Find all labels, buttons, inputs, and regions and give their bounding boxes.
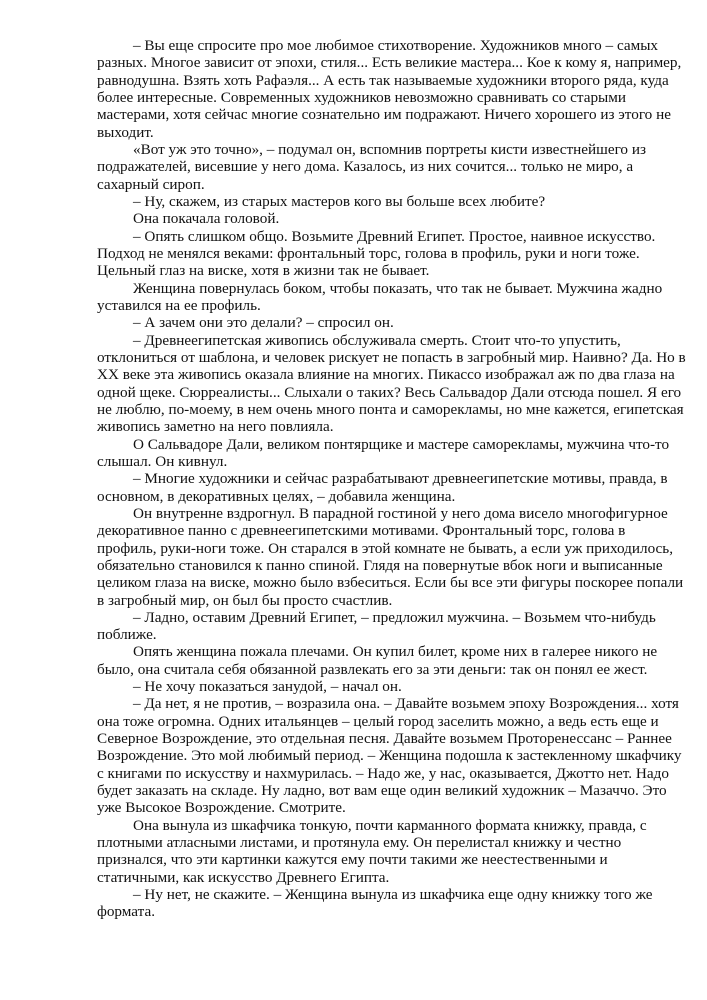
paragraph (97, 141, 657, 193)
text-line: сахарный сироп. (97, 175, 205, 193)
text-line: уже Высокое Возрождение. Смотрите. (97, 799, 346, 817)
text-line: декоративное панно с древнеегипетскими мотивами. Фронтальный торс, голова в (97, 522, 626, 540)
paragraph (97, 504, 684, 609)
text-line: – А зачем они это делали? – спросил он. (133, 314, 394, 332)
text-line: с книгами по искусству и нахмурилась. – Надо же, у нас, оказывается, Джотто нет. Надо (97, 764, 669, 782)
text-line: разных. Многое зависит от эпохи, стиля... Есть великие мастера... Кое к кому я, например, (97, 54, 682, 72)
text-line: отклониться от шаблона, и человек рискует не попасть в загробный мир. Наивно? Да. Но в (97, 348, 686, 366)
text-line: Она вынула из шкафчика тонкую, почти карманного формата книжку, правда, с (133, 816, 647, 834)
paragraph (97, 643, 657, 678)
paragraph (97, 609, 657, 644)
paragraph (97, 314, 657, 331)
text-line: – Да нет, я не против, – возразила она. – Давайте возьмем эпоху Возрождения... хотя (133, 695, 679, 713)
text-line: – Ну нет, не скажите. – Женщина вынула из шкафчика еще одну книжку того же (133, 886, 653, 904)
text-line: Цельный глаз на виске, хотя в жизни так не бывает. (97, 262, 430, 280)
text-line: – Вы еще спросите про мое любимое стихотворение. Художников много – самых (133, 37, 659, 54)
text-line: – Не хочу показаться занудой, – начал он. (133, 678, 402, 696)
text-line: в загробный мир, он был бы просто счастлив. (97, 591, 393, 609)
text-line: – Многие художники и сейчас разрабатывают древнеегипетские мотивы, правда, в (133, 470, 668, 488)
paragraph (97, 695, 682, 817)
text-line: признался, что эти картинки кажутся ему почти такими же неестественными и (97, 851, 608, 869)
text-line: основном, в декоративных целях, – добавила женщина. (97, 487, 456, 505)
text-line: живопись заметно на него повлияла. (97, 418, 334, 436)
paragraph (97, 435, 670, 471)
text-line: было, она считала себя обязанной развлекать его за эти деньги: так он понял ее жест. (97, 660, 648, 678)
text-line: равнодушна. Взять хоть Рафаэля... А есть так называемые художники второго ряда, куда (97, 71, 669, 89)
text-line: слышал. Он кивнул. (97, 452, 228, 470)
text-line: поближе. (97, 626, 157, 644)
text-line: «Вот уж это точно», – подумал он, вспомнив портреты кисти известнейшего из (133, 140, 646, 158)
text-line: профиль, руки-ноги тоже. Он старался в этой комнате не бывать, а если уж приходилось, (97, 539, 674, 557)
paragraph (97, 470, 668, 505)
paragraph (97, 37, 682, 141)
paragraph (97, 279, 663, 315)
text-line: XX веке эта живопись оказала влияние на многих. Пикассо изображал аж по два глаза на (97, 366, 675, 384)
paragraph (97, 193, 657, 210)
text-line: одной щеке. Сюрреалисты... Слыхали о таких? Весь Сальвадор Дали отсюда пошел. Я его (97, 383, 682, 401)
text-line: статичными, как искусство Древнего Египта. (97, 868, 390, 886)
text-line: Он внутренне вздрогнул. В парадной гостиной у него дома висело многофигурное (133, 504, 668, 522)
text-line: О Сальвадоре Дали, великом понтярщике и мастере саморекламы, мужчина что-то (133, 435, 670, 453)
text-line: Она покачала головой. (133, 210, 280, 228)
text-line: целиком глаза на виске, можно было взбеситься. Если бы все эти фигуры поскорее попали (97, 574, 684, 592)
text-line: уставился на ее профиль. (97, 296, 261, 314)
text-line: формата. (97, 903, 156, 921)
paragraph (97, 817, 657, 886)
text-line: – Ну, скажем, из старых мастеров кого вы больше всех любите? (133, 192, 546, 210)
text-line: не люблю, по-моему, в нем очень много понта и саморекламы, но мне кажется, египетская (97, 400, 684, 418)
text-line: обязательно становился к панно спиной. Глядя на повернутые вбок ноги и выписанные (97, 556, 663, 574)
paragraph (97, 886, 657, 921)
paragraph (97, 228, 657, 280)
text-line: Северное Возрождение, это отдельная песня. Давайте возьмем Проторенессанс – Раннее (97, 730, 672, 748)
paragraph (97, 678, 657, 695)
text-line: – Древнеегипетская живопись обслуживала смерть. Стоит что-то упустить, (133, 331, 621, 349)
text-line: выходит. (97, 123, 154, 141)
text-line: – Ладно, оставим Древний Египет, – предложил мужчина. – Возьмем что-нибудь (133, 608, 656, 626)
text-line: Подход не менялся веками: фронтальный торс, голова в профиль, руки и ноги тоже. (97, 244, 640, 262)
paragraph (97, 331, 686, 436)
text-line: Женщина повернулась боком, чтобы показать, что так не бывает. Мужчина жадно (133, 279, 663, 297)
text-line: Возрождение. Это мой любимый период. – Женщина подошла к застекленному шкафчику (97, 747, 682, 765)
text-line: подражателей, висевшие у него дома. Казалось, из них сочится... только не миро, а (97, 158, 634, 176)
paragraph (97, 210, 657, 227)
text-line: плотными атласными листами, и протянула ему. Он перелистал книжку и честно (97, 834, 622, 852)
text-line: мастерами, хотя сейчас многие сознательно им подражают. Ничего хорошего из этого не (97, 106, 671, 124)
text-line: она тоже огромна. Одних итальянцев – целый город заселить можно, а ведь есть еще и (97, 712, 659, 730)
text-line: Опять женщина пожала плечами. Он купил билет, кроме них в галерее никого не (133, 643, 658, 661)
text-line: – Опять слишком общо. Возьмите Древний Египет. Простое, наивное искусство. (133, 227, 656, 245)
text-line: более интересные. Современных художников невозможно сравнивать со старыми (97, 88, 626, 106)
text-line: будет заказать на складе. Ну ладно, вот вам еще один великий художник – Мазаччо. Это (97, 782, 667, 800)
document-body (97, 37, 686, 921)
